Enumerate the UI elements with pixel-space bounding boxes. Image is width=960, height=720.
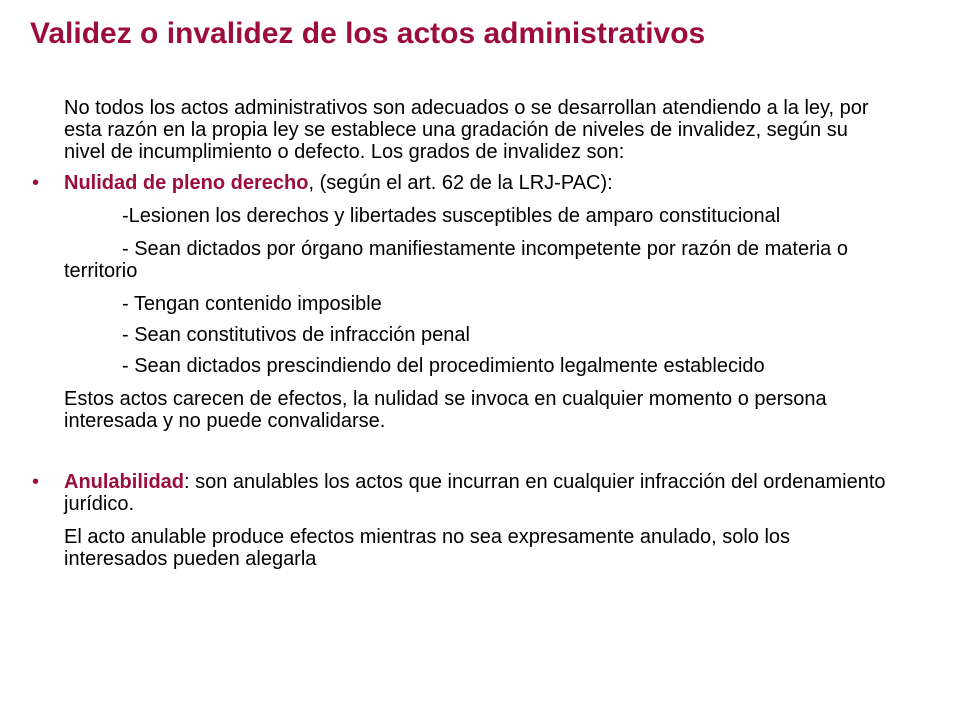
nulidad-item: - Sean dictados prescindiendo del procedimiento legalmente establecido <box>122 355 765 377</box>
bullet-nulidad <box>30 172 930 194</box>
nulidad-term: Nulidad de pleno derecho <box>64 172 309 194</box>
intro-paragraph: No todos los actos administrativos son adecuados o se desarrollan atendiendo a la ley, por esta razón en la propia ley se establece una gradación de niveles de invalidez, según su nivel de incumplimiento o defecto. Los grados de invalidez son: <box>64 97 869 163</box>
slide-body <box>30 97 930 570</box>
nulidad-rest: , (según el art. 62 de la LRJ-PAC): <box>308 172 613 194</box>
slide-title: Validez o invalidez de los actos administrativos <box>30 17 706 50</box>
anulabilidad-term: Anulabilidad <box>64 471 184 493</box>
nulidad-conclusion: Estos actos carecen de efectos, la nulidad se invoca en cualquier momento o persona interesada y no puede convalidarse. <box>64 388 827 432</box>
nulidad-item: - Sean constitutivos de infracción penal <box>122 324 470 346</box>
bullet-marker: • <box>32 471 40 493</box>
nulidad-item: -Lesionen los derechos y libertades susceptibles de amparo constitucional <box>122 205 781 227</box>
nulidad-item: - Sean dictados por órgano manifiestamente incompetente por razón de materia o territorio <box>64 238 848 282</box>
bullet-anulabilidad <box>30 471 930 515</box>
anulabilidad-rest: : son anulables los actos que incurran en cualquier infracción del ordenamiento jurídico. <box>64 471 886 515</box>
bullet-marker: • <box>32 172 40 194</box>
anulabilidad-conclusion: El acto anulable produce efectos mientras no sea expresamente anulado, solo los interesados pueden alegarla <box>64 526 791 570</box>
nulidad-item: - Tengan contenido imposible <box>122 293 382 315</box>
